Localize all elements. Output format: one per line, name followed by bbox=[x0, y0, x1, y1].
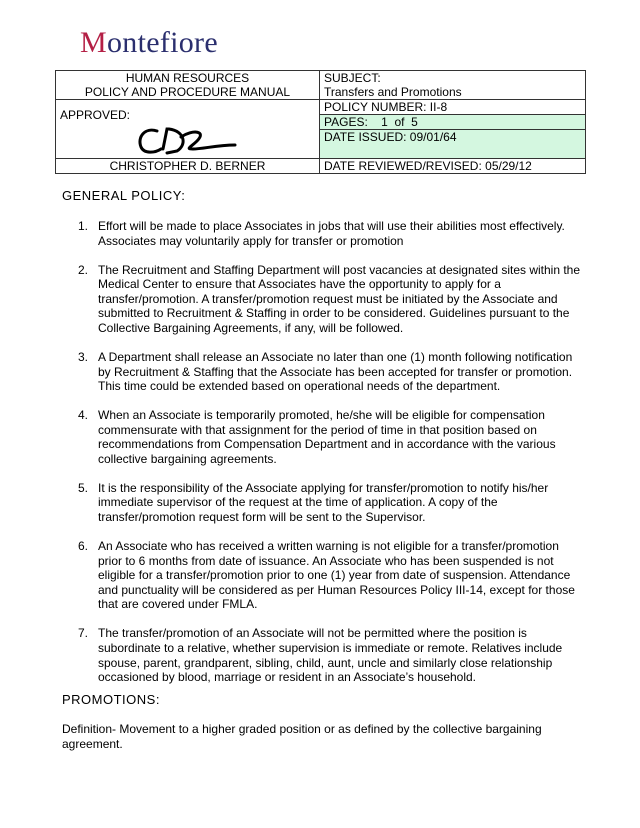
date-issued-cell: DATE ISSUED: 09/01/64 bbox=[320, 130, 586, 159]
policy-item-number: 1. bbox=[78, 219, 89, 233]
policy-item bbox=[62, 626, 582, 684]
subject-value: Transfers and Promotions bbox=[324, 85, 462, 99]
pages-cell bbox=[320, 115, 586, 130]
policy-item-text: When an Associate is temporarily promoted, he/she will be eligible for compensation commensurate with that assignment for the period of time in that position based on recommendations from Compensation Department and in accordance with the various collective bargaining agreements. bbox=[98, 408, 556, 466]
department-line1: HUMAN RESOURCES bbox=[125, 71, 250, 85]
promotions-definition: Definition- Movement to a higher graded position or as defined by the collective bargaining agreement. bbox=[62, 722, 542, 751]
promotions-heading: PROMOTIONS: bbox=[62, 692, 160, 707]
policy-item bbox=[62, 539, 582, 612]
date-reviewed-cell: DATE REVIEWED/REVISED: 05/29/12 bbox=[320, 159, 586, 174]
policy-item-text: It is the responsibility of the Associate applying for transfer/promotion to notify his/her immediate supervisor of the request at the time of application. A copy of the transfer/promotion request form will be sent to the Supervisor. bbox=[98, 480, 549, 525]
signer-name-cell: CHRISTOPHER D. BERNER bbox=[56, 159, 320, 174]
montefiore-logo bbox=[80, 26, 218, 60]
policy-item-text: A Department shall release an Associate no later than one (1) month following notification by Recruitment & Staffing that the Associate has been accepted for transfer or promotion. This time could be extended based on operational needs of the department. bbox=[98, 349, 573, 394]
policy-item-text: An Associate who has received a written warning is not eligible for a transfer/promotion prior to 6 months from date of issuance. An Associate who has been suspended is not eligible for a transfer/promotion prior to one (1) year from date of suspension. Attendance and punctuality will be considered as per Human Resources Policy III-14, except for those that are covered under FMLA. bbox=[98, 539, 575, 612]
general-policy-list bbox=[62, 219, 582, 699]
subject-label: SUBJECT: bbox=[324, 71, 381, 85]
general-policy-heading: GENERAL POLICY: bbox=[62, 188, 186, 203]
policy-item-number: 6. bbox=[78, 539, 89, 554]
approved-cell bbox=[56, 100, 320, 159]
logo-initial: M bbox=[80, 26, 107, 59]
policy-item-text: The transfer/promotion of an Associate will not be permitted where the position is subordinate to a relative, whether supervision is immediate or remote. Relatives include spouse, parent, grandparent, sibling, child, aunt, uncle and similarly close relationship occasioned by blood, marriage or resident in an Associate’s household. bbox=[98, 626, 563, 685]
logo-text: ontefiore bbox=[106, 26, 218, 59]
policy-item-number: 7. bbox=[78, 626, 89, 641]
department-cell bbox=[56, 71, 320, 100]
pages-label: PAGES: bbox=[324, 115, 368, 129]
policy-item bbox=[62, 350, 582, 394]
policy-item-text: Effort will be made to place Associates in jobs that will use their abilities most effectively. Associates may voluntarily apply for transfer or promotion bbox=[98, 219, 565, 248]
policy-item bbox=[62, 219, 582, 248]
policy-item bbox=[62, 481, 582, 525]
policy-item bbox=[62, 408, 582, 466]
department-line2: POLICY AND PROCEDURE MANUAL bbox=[84, 85, 291, 99]
policy-item-number: 2. bbox=[78, 262, 89, 277]
policy-item bbox=[62, 263, 582, 336]
approved-label: APPROVED: bbox=[60, 107, 131, 122]
pages-value: 1 of 5 bbox=[381, 115, 418, 129]
policy-item-number: 3. bbox=[78, 349, 89, 364]
policy-item-text: The Recruitment and Staffing Department will post vacancies at designated sites within the Medical Center to ensure that Associates have the opportunity to apply for a transfer/promotion. A transfer/promotion request must be initiated by the Associate and submitted to Recruitment & Staffing in order to be considered. Guidelines pursuant to the Collective Bargaining Agreements, if any, will be followed. bbox=[98, 262, 581, 335]
policy-item-number: 5. bbox=[78, 480, 89, 495]
policy-header-table bbox=[55, 70, 586, 174]
signature-image bbox=[133, 123, 243, 157]
policy-number-cell: POLICY NUMBER: II-8 bbox=[320, 100, 586, 115]
policy-item-number: 4. bbox=[78, 408, 89, 423]
subject-cell bbox=[320, 71, 586, 100]
